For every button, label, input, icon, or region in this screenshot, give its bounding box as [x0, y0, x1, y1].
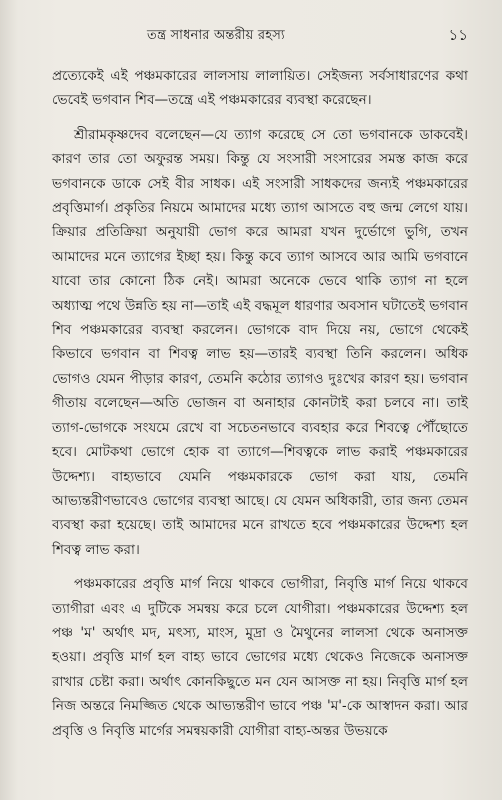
body-text — [52, 64, 468, 743]
paragraph: প্রত্যেকেই এই পঞ্চমকারের লালসায় লালায়িত। সেইজন্য সর্বসাধারণের কথা ভেবেই ভগবান শিব—তন্ত্রে এই পঞ্চমকারের ব্যবস্থা করেছেন। — [52, 68, 468, 109]
page-number: ১১ — [448, 26, 468, 44]
page-header — [52, 22, 468, 52]
paragraph: শ্রীরামকৃষ্ণদেব বলেছেন—যে ত্যাগ করেছে সে তো ভগবানকে ডাকবেই। কারণ তার তো অফুরন্ত সময়। কিন্তু যে সংসারী সংসারের সমস্ত কাজ করে ভগবানকে ডাকে সেই বীর সাধক। এই সংসারী সাধকদের জন্যই পঞ্চমকারের প্রবৃত্তিমার্গ। প্রকৃতির নিয়মে আমাদের মধ্যে ত্যাগ আসতে বহু জন্ম লেগে যায়। ক্রিয়ার প্রতিক্রিয়া অনুযায়ী ভোগ করে আমরা যখন দুর্ভোগে ভুগি, তখন আমাদের মনে ত্যাগের ইচ্ছা হয়। কিন্তু কবে ত্যাগ আসবে আর আমি ভগবানে যাবো তার কোনো ঠিক নেই। আমরা অনেকে ভেবে থাকি ত্যাগ না হলে অধ্যাত্ম পথে উন্নতি হয় না—তাই এই বদ্ধমূল ধারণার অবসান ঘটাতেই ভগবান শিব পঞ্চমকারের ব্যবস্থা করলেন। ভোগকে বাদ দিয়ে নয়, ভোগে থেকেই কিভাবে ভগবান বা শিবত্ব লাভ হয়—তারই ব্যবস্থা তিনি করলেন। অধিক ভোগও যেমন পীড়ার কারণ, তেমনি কঠোর ত্যাগও দুঃখের কারণ হয়। ভগবান গীতায় বলেছেন—অতি ভোজন বা অনাহার কোনটাই করা চলবে না। তাই ত্যাগ-ভোগকে সংযমে রেখে বা সচেতনভাবে ব্যবহার করে শিবত্বে পৌঁছোতে হবে। মোটকথা ভোগে হোক বা ত্যাগে—শিবত্বকে লাভ করাই পঞ্চমকারের উদ্দেশ্য। বাহ্যভাবে যেমনি পঞ্চমকারকে ভোগ করা যায়, তেমনি আভ্যন্তরীণভাবেও ভোগের ব্যবস্থা আছে। যে যেমন অধিকারী, তার জন্য তেমন ব্যবস্থা করা হয়েছে। তাই আমাদের মনে রাখতে হবে পঞ্চমকারের উদ্দেশ্য হল শিবত্ব লাভ করা। — [52, 126, 468, 558]
running-head: তন্ত্র সাধনার অন্তরীয় রহস্য — [147, 28, 285, 43]
paragraph: পঞ্চমকারের প্রবৃত্তি মার্গ নিয়ে থাকবে ভোগীরা, নিবৃত্তি মার্গ নিয়ে থাকবে ত্যাগীরা এবং এ দুটিকে সমন্বয় করে চলে যোগীরা। পঞ্চমকারের উদ্দেশ্য হল পঞ্চ 'ম' অর্থাৎ মদ, মৎস্য, মাংস, মুদ্রা ও মৈথুনের লালসা থেকে অনাসক্ত হওয়া। প্রবৃত্তি মার্গ হল বাহ্য ভাবে ভোগের মধ্যে থেকেও নিজেকে অনাসক্ত রাখার চেষ্টা করা। অর্থাৎ কোনকিছুতে মন যেন আসক্ত না হয়। নিবৃত্তি মার্গ হল নিজ অন্তরে নিমজ্জিত থেকে আভ্যন্তরীণ ভাবে পঞ্চ 'ম'-কে আস্বাদন করা। আর প্রবৃত্তি ও নিবৃত্তি মার্গের সমন্বয়কারী যোগীরা বাহ্য-অন্তর উভয়কে — [52, 576, 468, 739]
